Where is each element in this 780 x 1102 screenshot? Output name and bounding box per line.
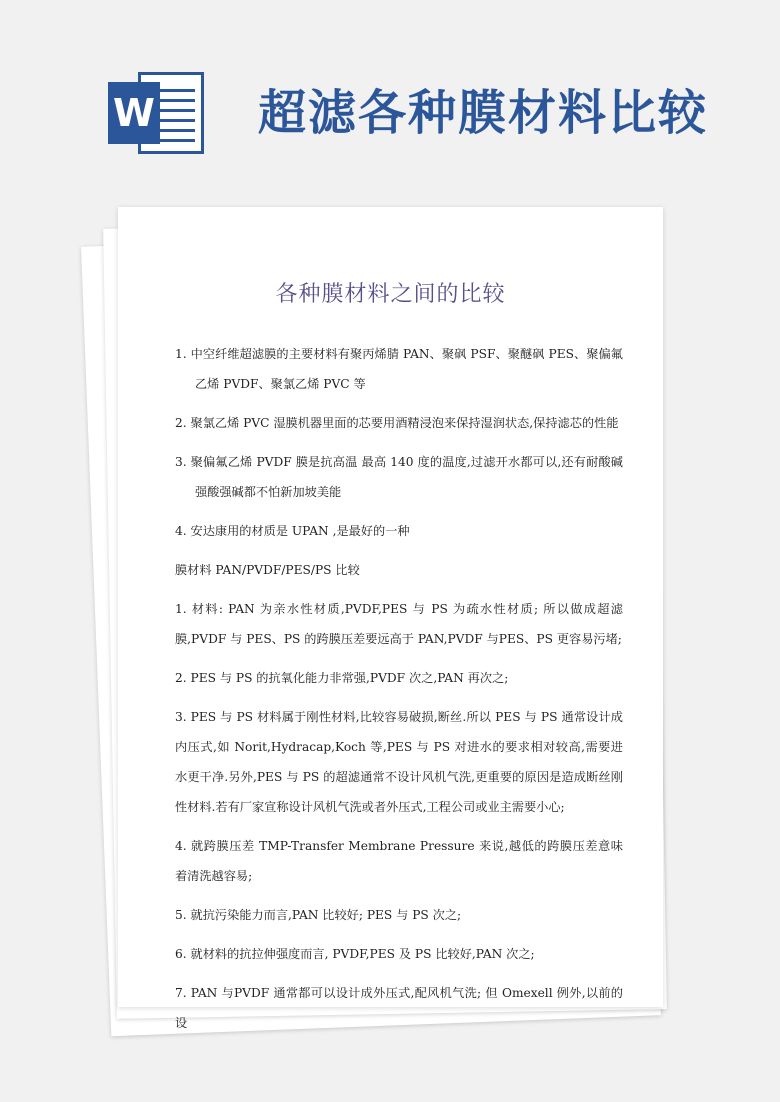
paragraph: 4. 就跨膜压差 TMP-Transfer Membrane Pressure 来说,越低的跨膜压差意味着清洗越容易; (175, 839, 623, 883)
section-heading: 膜材料 PAN/PVDF/PES/PS 比较 (175, 563, 360, 577)
paragraph: 1. 材料: PAN 为亲水性材质,PVDF,PES 与 PS 为疏水性材质; 所以做成超滤膜,PVDF 与 PES、PS 的跨膜压差要远高于 PAN,PVDF 与PES、PS 更容易污堵; (175, 602, 623, 646)
paragraph: 3. PES 与 PS 材料属于刚性材料,比较容易破损,断丝.所以 PES 与 PS 通常设计成内压式,如 Norit,Hydracap,Koch 等,PES 与 PS 对进水的要求相对较高,需要进水更干净.另外,PES 与 PS 的超滤通常不设计风机气洗,更重要的原因是造成断丝刚性材料.若有厂家宣称设计风机气洗或者外压式,工程公司或业主需要小心; (175, 710, 623, 814)
paragraph: 5. 就抗污染能力而言,PAN 比较好; PES 与 PS 次之; (175, 908, 462, 922)
paragraph: 2. 聚氯乙烯 PVC 湿膜机器里面的芯要用酒精浸泡来保持湿润状态,保持滤芯的性能 (175, 416, 619, 430)
page-title: 超滤各种膜材料比较 (258, 85, 709, 141)
paragraph: 7. PAN 与PVDF 通常都可以设计成外压式,配风机气洗; 但 Omexell 例外,以前的设 (175, 986, 623, 1030)
paragraph: 4. 安达康用的材质是 UPAN ,是最好的一种 (175, 524, 410, 538)
document-title: 各种膜材料之间的比较 (275, 282, 506, 307)
paragraph: 2. PES 与 PS 的抗氧化能力非常强,PVDF 次之,PAN 再次之; (175, 671, 509, 685)
document-body (175, 339, 623, 1047)
paragraph: 6. 就材料的抗拉伸强度而言, PVDF,PES 及 PS 比较好,PAN 次之; (175, 947, 535, 961)
document-page (118, 207, 663, 1030)
word-document-icon (108, 68, 208, 158)
paragraph: 3. 聚偏氟乙烯 PVDF 膜是抗高温 最高 140 度的温度,过滤开水都可以,还有耐酸碱强酸强碱都不怕新加坡美能 (175, 455, 623, 499)
paragraph: 1. 中空纤维超滤膜的主要材料有聚丙烯腈 PAN、聚砜 PSF、聚醚砜 PES、聚偏氟乙烯 PVDF、聚氯乙烯 PVC 等 (175, 347, 623, 391)
header-banner (0, 0, 780, 200)
word-logo-letter: W (108, 82, 160, 144)
